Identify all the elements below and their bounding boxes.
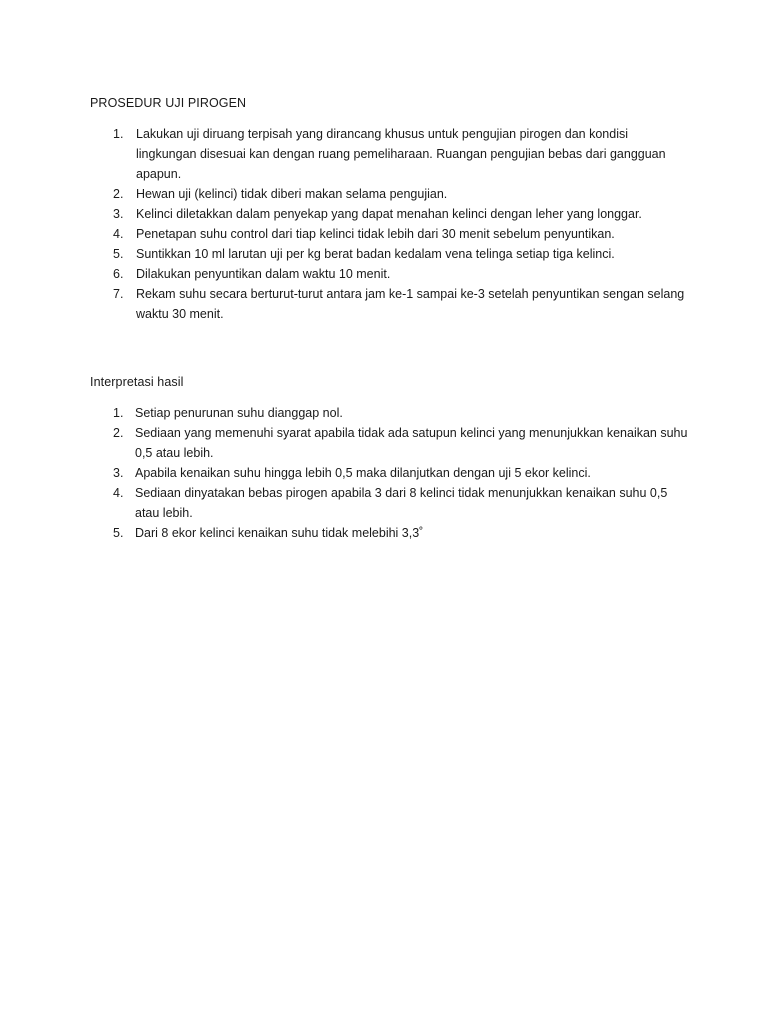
- list-item: [90, 224, 690, 244]
- list-number: 3.: [113, 466, 124, 480]
- list-number: 1.: [113, 127, 124, 141]
- procedure-list: [90, 124, 690, 324]
- interpretation-list: [90, 403, 690, 543]
- list-number: 3.: [113, 207, 124, 221]
- list-item-text: Sediaan dinyatakan bebas pirogen apabila 3 dari 8 kelinci tidak menunjukkan kenaikan suhu 0,5 atau lebih.: [135, 486, 668, 520]
- list-number: 7.: [113, 287, 124, 301]
- list-number: 2.: [113, 426, 124, 440]
- list-item-text: Suntikkan 10 ml larutan uji per kg berat badan kedalam vena telinga setiap tiga kelinci.: [136, 247, 615, 261]
- list-item: [90, 403, 690, 423]
- list-item-text: Hewan uji (kelinci) tidak diberi makan selama pengujian.: [136, 187, 448, 201]
- list-item-text: Lakukan uji diruang terpisah yang dirancang khusus untuk pengujian pirogen dan kondisi lingkungan disesuai kan dengan ruang pemeliharaan. Ruangan pengujian bebas dari gangguan apapun.: [136, 127, 666, 181]
- list-item-text: Kelinci diletakkan dalam penyekap yang dapat menahan kelinci dengan leher yang longgar.: [136, 207, 642, 221]
- list-item-text: Setiap penurunan suhu dianggap nol.: [135, 406, 343, 420]
- list-item-text: Dari 8 ekor kelinci kenaikan suhu tidak melebihi 3,3˚: [135, 526, 424, 540]
- list-number: 6.: [113, 267, 124, 281]
- list-number: 4.: [113, 486, 124, 500]
- list-item: [90, 523, 690, 543]
- list-number: 4.: [113, 227, 124, 241]
- list-item: [90, 423, 690, 463]
- list-number: 5.: [113, 247, 124, 261]
- list-item: [90, 264, 690, 284]
- list-number: 2.: [113, 187, 124, 201]
- list-item: [90, 204, 690, 224]
- list-item-text: Dilakukan penyuntikan dalam waktu 10 menit.: [136, 267, 391, 281]
- list-item: [90, 483, 690, 523]
- section-title-prosedur: PROSEDUR UJI PIROGEN: [90, 96, 247, 110]
- list-item-text: Penetapan suhu control dari tiap kelinci tidak lebih dari 30 menit sebelum penyuntikan.: [136, 227, 615, 241]
- list-item: [90, 124, 690, 184]
- list-item-text: Rekam suhu secara berturut-turut antara jam ke-1 sampai ke-3 setelah penyuntikan sengan selang waktu 30 menit.: [136, 287, 685, 321]
- section-title-interpretasi: Interpretasi hasil: [90, 375, 184, 389]
- list-item: [90, 184, 690, 204]
- list-number: 5.: [113, 526, 124, 540]
- list-item-text: Sediaan yang memenuhi syarat apabila tidak ada satupun kelinci yang menunjukkan kenaikan suhu 0,5 atau lebih.: [135, 426, 688, 460]
- list-item-text: Apabila kenaikan suhu hingga lebih 0,5 maka dilanjutkan dengan uji 5 ekor kelinci.: [135, 466, 591, 480]
- list-item: [90, 463, 690, 483]
- list-item: [90, 244, 690, 264]
- list-item: [90, 284, 690, 324]
- list-number: 1.: [113, 406, 124, 420]
